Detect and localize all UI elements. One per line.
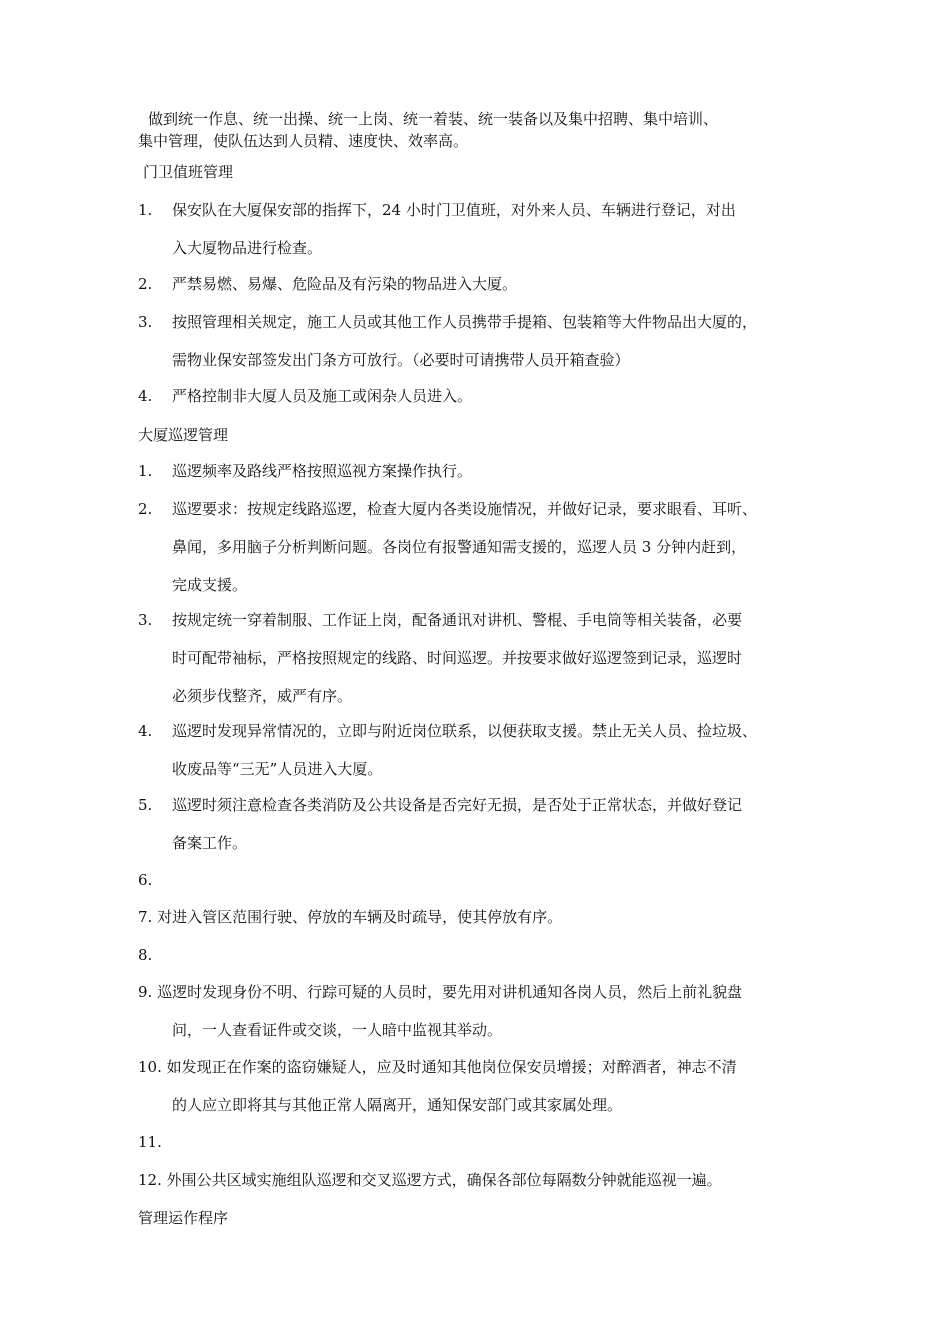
patrol-item-12: 12. 外围公共区域实施组队巡逻和交叉巡逻方式，确保各部位每隔数分钟就能巡视一遍。 xyxy=(138,1171,722,1189)
gate-item-4: 4. 严格控制非大厦人员及施工或闲杂人员进入。 xyxy=(138,387,473,405)
patrol-item-9: 9. 巡逻时发现身份不明、行踪可疑的人员时，要先用对讲机通知各岗人员，然后上前礼貌盘 问，一人查看证件或交谈，一人暗中监视其举动。 xyxy=(138,983,743,1039)
intro-line-2: 集中管理，使队伍达到人员精、速度快、效率高。 xyxy=(138,132,469,150)
patrol-item-7: 7. 对进入管区范围行驶、停放的车辆及时疏导，使其停放有序。 xyxy=(138,908,563,926)
patrol-item-1: 1. 巡逻频率及路线严格按照巡视方案操作执行。 xyxy=(138,462,473,480)
gate-item-3: 3. 按照管理相关规定，施工人员或其他工作人员携带手提箱、包装箱等大件物品出大厦的， 需物业保安部签发出门条方可放行。（必要时可请携带人员开箱查验） xyxy=(138,313,758,369)
gate-item-1: 1. 保安队在大厦保安部的指挥下，24 小时门卫值班，对外来人员、车辆进行登记，对出 入大厦物品进行检查。 xyxy=(138,201,736,257)
patrol-item-4: 4. 巡逻时发现异常情况的，立即与附近岗位联系，以便获取支援。禁止无关人员、捡垃圾、 收废品等“三无”人员进入大厦。 xyxy=(138,722,758,778)
patrol-item-10: 10. 如发现正在作案的盗窃嫌疑人，应及时通知其他岗位保安员增援；对醉酒者，神志不清 的人应立即将其与其他正常人隔离开，通知保安部门或其家属处理。 xyxy=(138,1058,737,1114)
patrol-item-2: 2. 巡逻要求：按规定线路巡逻，检查大厦内各类设施情况，并做好记录，要求眼看、耳听、 鼻闻，多用脑子分析判断问题。各岗位有报警通知需支援的，巡逻人员 3 分钟内赶到， 完成支援。 xyxy=(138,500,758,594)
heading-management-procedure: 管理运作程序 xyxy=(138,1209,229,1227)
patrol-item-5: 5. 巡逻时须注意检查各类消防及公共设备是否完好无损，是否处于正常状态，并做好登记 备案工作。 xyxy=(138,796,743,852)
heading-gate-duty: 门卫值班管理 xyxy=(143,163,234,181)
patrol-item-3: 3. 按规定统一穿着制服、工作证上岗，配备通讯对讲机、警棍、手电筒等相关装备，必要 时可配带袖标，严格按照规定的线路、时间巡逻。并按要求做好巡逻签到记录，巡逻时 必须步伐整齐，威严有序。 xyxy=(138,611,743,705)
heading-building-patrol: 大厦巡逻管理 xyxy=(138,426,229,444)
intro-line-1: 做到统一作息、统一出操、统一上岗、统一着装、统一装备以及集中招聘、集中培训、 xyxy=(148,110,719,128)
intro-paragraph xyxy=(138,108,838,152)
gate-item-2: 2. 严禁易燃、易爆、危险品及有污染的物品进入大厦。 xyxy=(138,275,518,293)
document-page: 做到统一作息、统一出操、统一上岗、统一着装、统一装备以及集中招聘、集中培训、 集中管理，使队伍达到人员精、速度快、效率高。 门卫值班管理 1. 保安队在大厦保安部的指挥下，24 小时门卫值班，对外来人员、车辆进行登记，对出 入大厦物品进行检查。 2. 严禁易燃、易爆、危险品及有污染的物品进入大厦。 3. 按照管理相关规定，施工人员或其他工作人员携带手提箱、包装箱等大件物品出大厦的， 需物业保安部签发出门条方可放行。（必要时可请携带人员开箱查验） 4. 严格控制非大厦人员及施工或闲杂人员进入。 大厦巡逻管理 1. 巡逻频率及路线严格按照巡视方案操作执行。 2. 巡逻要求：按规定线路巡逻，检查大厦内各类设施情况，并做好记录，要求眼看、耳听、 鼻闻，多用脑子分析判断问题。各岗位有报警通知需支援的，巡逻人员 3 分钟内赶到， 完成支援。 3. 按规定统一穿着制服、工作证上岗，配备通讯对讲机、警棍、手电筒等相关装备，必要 时可配带袖标，严格按照规定的线路、时间巡逻。并按要求做好巡逻签到记录，巡逻时 必须步伐整齐，威严有序。 4. 巡逻时发现异常情况的，立即与附近岗位联系，以便获取支援。禁止无关人员、捡垃圾、 收废品等“三无”人员进入大厦。 5. 巡逻时须注意检查各类消防及公共设备是否完好无损，是否处于正常状态，并做好登记 备案工作。 6. 7. 对进入管区范围行驶、停放的车辆及时疏导，使其停放有序。 8. 9. 巡逻时发现身份不明、行踪可疑的人员时，要先用对讲机通知各岗人员，然后上前礼貌盘 问，一人查看证件或交谈，一人暗中监视其举动。 10. 如发现正在作案的盗窃嫌疑人，应及时通知其他岗位保安员增援；对醉酒者，神志不清 的人应立即将其与其他正常人隔离开，通知保安部门或其家属处理。 11. 12. 外围公共区域实施组队巡逻和交叉巡逻方式，确保各部位每隔数分钟就能巡视一遍。 管理运作程序 xyxy=(0,0,950,1344)
